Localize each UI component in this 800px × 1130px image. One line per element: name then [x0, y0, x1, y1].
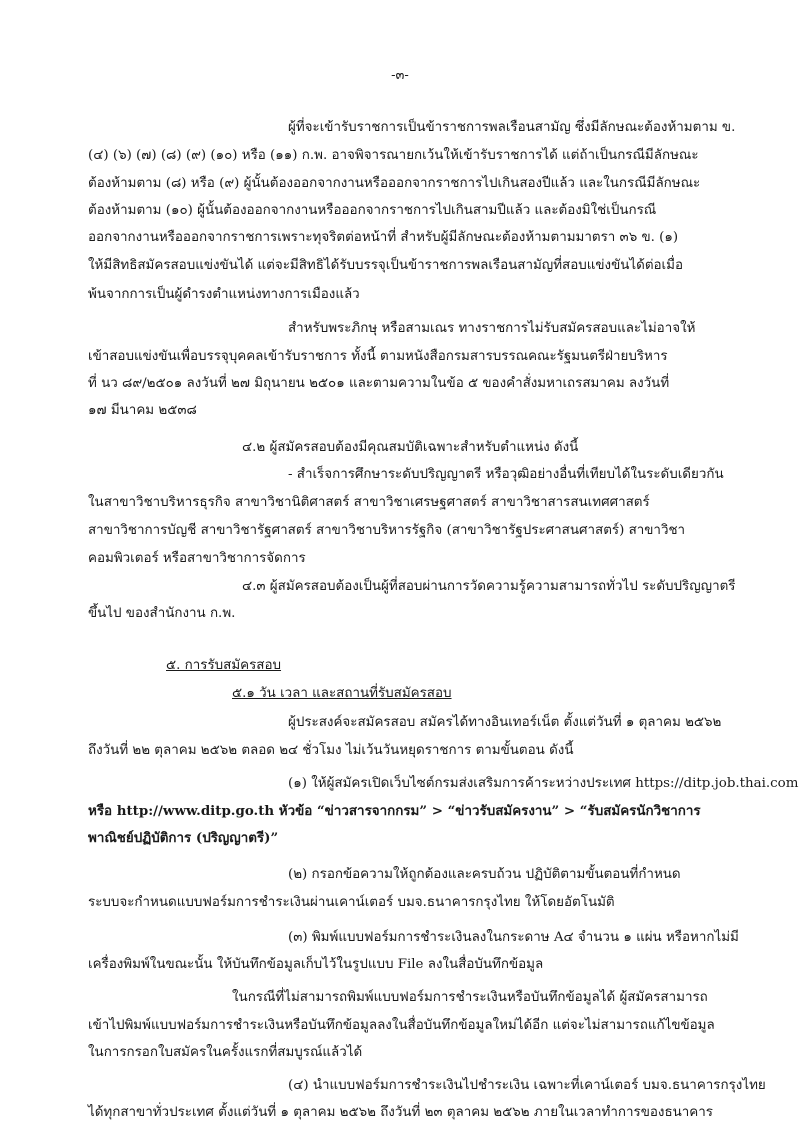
paragraph-line: สาขาวิชาการบัญชี สาขาวิชารัฐศาสตร์ สาขาวิชาบริหารรัฐกิจ (สาขาวิชารัฐประศาสนศาสตร์) สาขาวิชา [88, 523, 686, 538]
section-heading: ๔.๒ ผู้สมัครสอบต้องมีคุณสมบัติเฉพาะสำหรับตำแหน่ง ดังนี้ [242, 440, 579, 455]
step-line: พาณิชย์ปฏิบัติการ (ปริญญาตรี)” [88, 830, 279, 846]
paragraph-line: เข้าไปพิมพ์แบบฟอร์มการชำระเงินหรือบันทึกข้อมูลลงในสื่อบันทึกข้อมูลใหม่ได้อีก แต่จะไม่สามารถแก้ไขข้อมูล [88, 1018, 715, 1033]
paragraph-line: - สำเร็จการศึกษาระดับปริญญาตรี หรือวุฒิอย่างอื่นที่เทียบได้ในระดับเดียวกัน [288, 467, 724, 482]
section-heading: ๔.๓ ผู้สมัครสอบต้องเป็นผู้ที่สอบผ่านการวัดความรู้ความสามารถทั่วไป ระดับปริญญาตรี [242, 579, 736, 594]
paragraph-line: ต้องห้ามตาม (๘) หรือ (๙) ผู้นั้นต้องออกจากงานหรือออกจากราชการไปเกินสองปีแล้ว และในกรณีมีลักษณะ [88, 176, 701, 191]
paragraph-line: พ้นจากการเป็นผู้ดำรงตำแหน่งทางการเมืองแล้ว [88, 287, 360, 302]
step-line: (๔) นำแบบฟอร์มการชำระเงินไปชำระเงิน เฉพาะที่เคาน์เตอร์ บมจ.ธนาคารกรุงไทย [288, 1078, 766, 1093]
paragraph-line: ให้มีสิทธิสมัครสอบแข่งขันได้ แต่จะมีสิทธิได้รับบรรจุเป็นข้าราชการพลเรือนสามัญที่สอบแข่งขันได้ต่อเมื่อ [88, 258, 684, 273]
paragraph-line: ๑๗ มีนาคม ๒๕๓๘ [88, 403, 197, 418]
paragraph-line: ที่ นว ๘๙/๒๕๐๑ ลงวันที่ ๒๗ มิถุนายน ๒๕๐๑ และตามความในข้อ ๕ ของคำสั่งมหาเถรสมาคม ลงวันที่ [88, 376, 670, 391]
section-title: ๕. การรับสมัครสอบ [166, 658, 282, 673]
paragraph-line: สำหรับพระภิกษุ หรือสามเณร ทางราชการไม่รับสมัครสอบและไม่อาจให้ [288, 321, 696, 336]
step-line: (๑) ให้ผู้สมัครเปิดเว็บไซต์กรมส่งเสริมการค้าระหว่างประเทศ https://ditp.job.thai.com [288, 776, 799, 791]
step-line: เครื่องพิมพ์ในขณะนั้น ให้บันทึกข้อมูลเก็บไว้ในรูปแบบ File ลงในสื่อบันทึกข้อมูล [88, 957, 544, 972]
paragraph-line: ผู้ประสงค์จะสมัครสอบ สมัครได้ทางอินเทอร์เน็ต ตั้งแต่วันที่ ๑ ตุลาคม ๒๕๖๒ [288, 715, 722, 730]
step-line: (๓) พิมพ์แบบฟอร์มการชำระเงินลงในกระดาษ A๔ จำนวน ๑ แผ่น หรือหากไม่มี [288, 930, 739, 945]
paragraph-line: ในการกรอกใบสมัครในครั้งแรกที่สมบูรณ์แล้วได้ [88, 1045, 363, 1060]
step-line: ได้ทุกสาขาทั่วประเทศ ตั้งแต่วันที่ ๑ ตุลาคม ๒๕๖๒ ถึงวันที่ ๒๓ ตุลาคม ๒๕๖๒ ภายในเวลาทำการของธนาคาร [88, 1105, 713, 1120]
paragraph-line: ผู้ที่จะเข้ารับราชการเป็นข้าราชการพลเรือนสามัญ ซึ่งมีลักษณะต้องห้ามตาม ข. [288, 120, 736, 135]
paragraph-line: ถึงวันที่ ๒๒ ตุลาคม ๒๕๖๒ ตลอด ๒๔ ชั่วโมง ไม่เว้นวันหยุดราชการ ตามขั้นตอน ดังนี้ [88, 743, 574, 758]
step-line: ระบบจะกำหนดแบบฟอร์มการชำระเงินผ่านเคาน์เตอร์ บมจ.ธนาคารกรุงไทย ให้โดยอัตโนมัติ [88, 895, 615, 910]
paragraph-line: ขึ้นไป ของสำนักงาน ก.พ. [88, 606, 236, 621]
subsection-title: ๕.๑ วัน เวลา และสถานที่รับสมัครสอบ [232, 686, 452, 701]
step-line: (๒) กรอกข้อความให้ถูกต้องและครบถ้วน ปฏิบัติตามขั้นตอนที่กำหนด [288, 867, 681, 882]
paragraph-line: เข้าสอบแข่งขันเพื่อบรรจุบุคคลเข้ารับราชการ ทั้งนี้ ตามหนังสือกรมสารบรรณคณะรัฐมนตรีฝ่ายบริหาร [88, 349, 668, 364]
page-number: -๓- [391, 68, 409, 83]
paragraph-line: ต้องห้ามตาม (๑๐) ผู้นั้นต้องออกจากงานหรือออกจากราชการไปเกินสามปีแล้ว และต้องมิใช่เป็นกรณี [88, 203, 657, 218]
paragraph-line: คอมพิวเตอร์ หรือสาขาวิชาการจัดการ [88, 551, 306, 566]
paragraph-line: ออกจากงานหรือออกจากราชการเพราะทุจริตต่อหน้าที่ สำหรับผู้มีลักษณะต้องห้ามตามมาตรา ๓๖ ข. (๑) [88, 230, 679, 245]
paragraph-line: (๔) (๖) (๗) (๘) (๙) (๑๐) หรือ (๑๑) ก.พ. อาจพิจารณายกเว้นให้เข้ารับราชการได้ แต่ถ้าเป็นกรณีมีลักษณะ [88, 148, 699, 163]
paragraph-line: ในกรณีที่ไม่สามารถพิมพ์แบบฟอร์มการชำระเงินหรือบันทึกข้อมูลได้ ผู้สมัครสามารถ [232, 990, 708, 1005]
step-line: หรือ http://www.ditp.go.th หัวข้อ “ข่าวสารจากกรม” > “ข่าวรับสมัครงาน” > “รับสมัครนักวิชาการ [88, 803, 701, 819]
paragraph-line: ในสาขาวิชาบริหารธุรกิจ สาขาวิชานิติศาสตร์ สาขาวิชาเศรษฐศาสตร์ สาขาวิชาสารสนเทศศาสตร์ [88, 495, 650, 510]
